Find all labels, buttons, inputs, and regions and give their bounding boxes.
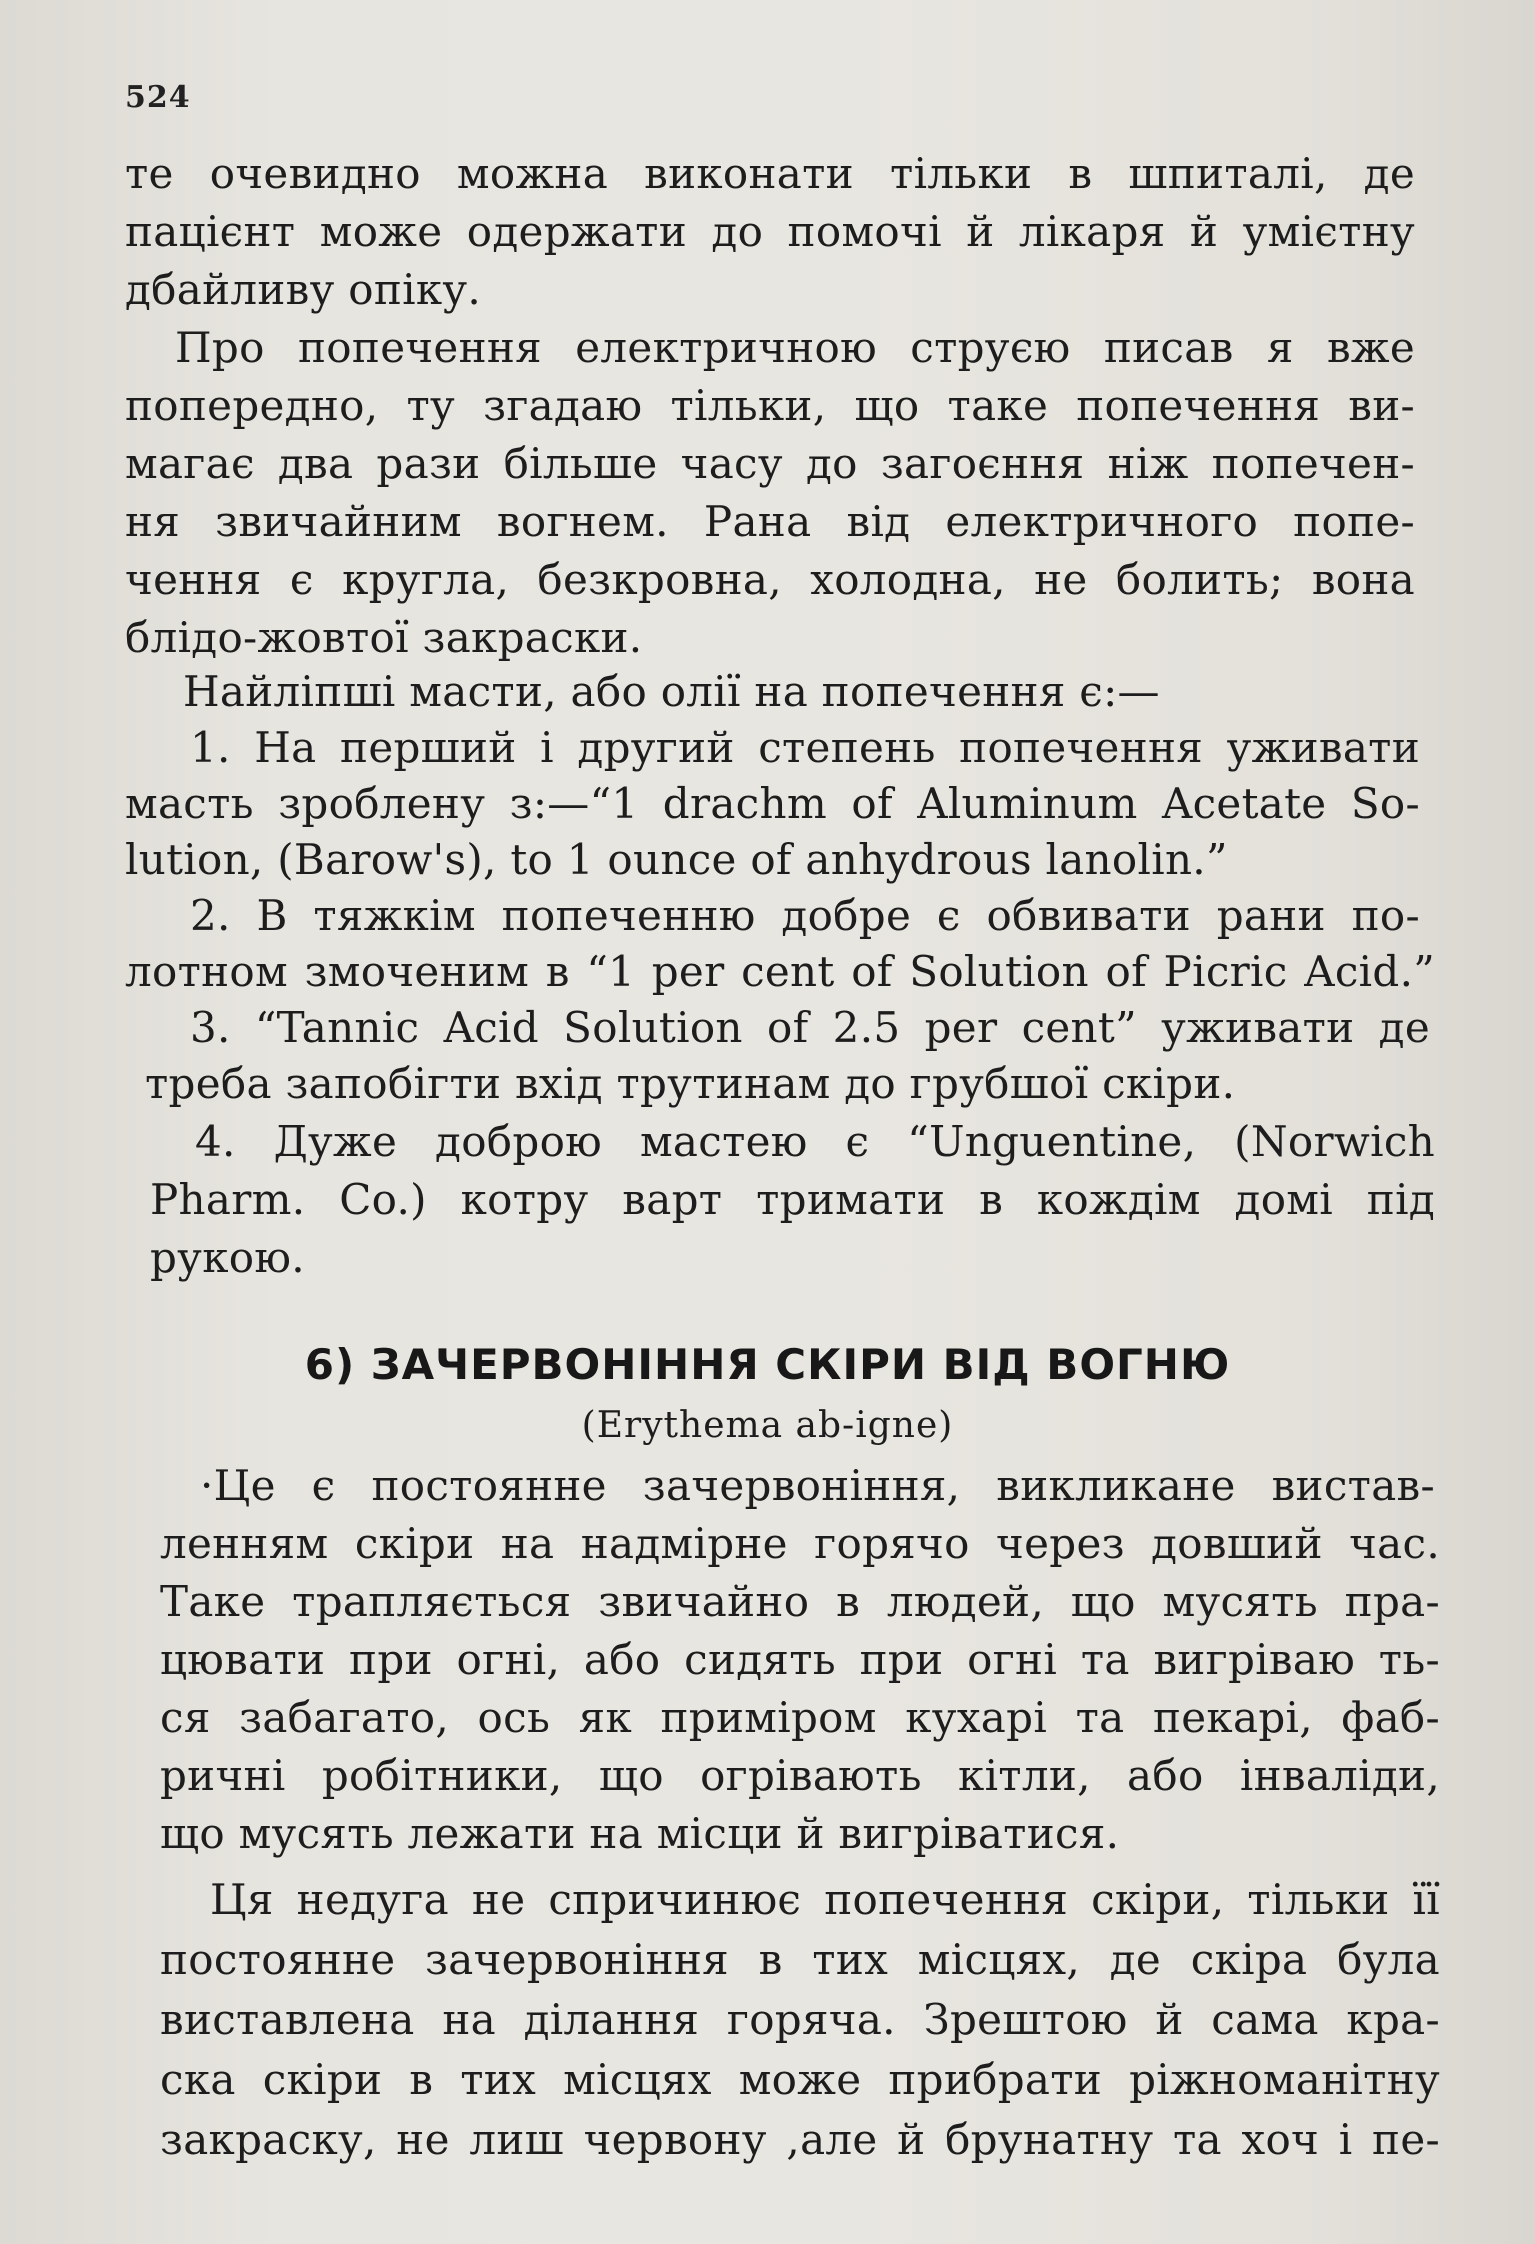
list-item-2-line-1: 2. В тяжкім попеченню добре є обвивати рани по- <box>190 891 1420 940</box>
paragraph2-line-3: магає два рази більше часу до загоєння ніж попечен- <box>125 439 1415 488</box>
paragraph4-line-4: цювати при огні, або сидять при огні та вигріваю ть- <box>160 1635 1440 1684</box>
paragraph4-line-6: ричні робітники, що огрівають кітли, або інваліди, <box>160 1751 1440 1800</box>
paragraph2-line-5: чення є кругла, безкровна, холодна, не болить; вона <box>125 555 1415 604</box>
paragraph2-line-2: попередно, ту згадаю тільки, що таке попечення ви- <box>125 381 1415 430</box>
list-item-4-line-3: рукою. <box>150 1233 305 1282</box>
paragraph4-line-7: що мусять лежати на місци й вигріватися. <box>160 1809 1120 1858</box>
list-item-1-line-2: масть зроблену з:—“1 drachm of Aluminum Acetate So- <box>125 779 1420 828</box>
paragraph4-line-1: ·Це є постоянне зачервоніння, викликане вистав- <box>200 1461 1435 1510</box>
list-item-3-line-2: треба запобігти вхід трутинам до грубшої скіри. <box>145 1059 1236 1108</box>
paragraph5-line-3: виставлена на ділання горяча. Зрештою й сама кра- <box>160 1995 1440 2044</box>
paragraph2-line-1: Про попечення електричною струєю писав я вже <box>175 323 1415 372</box>
list-item-1-line-1: 1. На перший і другий степень попечення уживати <box>190 723 1420 772</box>
section-heading: 6) ЗАЧЕРВОНІННЯ СКІРИ ВІД ВОГНЮ <box>304 1340 1231 1389</box>
section-subheading: (Erythema ab-igne) <box>581 1405 954 1446</box>
paragraph5-line-5: закраску, не лиш червону ,але й брунатну та хоч і пе- <box>160 2115 1440 2164</box>
list-item-2-line-2: лотном змоченим в “1 per cent of Solution of Picric Acid.” <box>125 947 1435 996</box>
paragraph3-line-1: Найліпші масти, або олії на попечення є:— <box>183 667 1160 716</box>
list-item-4-line-2: Pharm. Co.) котру варт тримати в кождім домі під <box>150 1175 1435 1224</box>
paragraph4-line-2: ленням скіри на надмірне горячо через довший час. <box>160 1519 1440 1568</box>
page-number: 524 <box>125 80 191 115</box>
paragraph1-line-2: пацієнт може одержати до помочі й лікаря й умієтну <box>125 207 1415 256</box>
paragraph4-line-3: Таке трапляється звичайно в людей, що мусять пра- <box>160 1577 1440 1626</box>
paragraph2-line-4: ня звичайним вогнем. Рана від електричного попе- <box>125 497 1415 546</box>
list-item-3-line-1: 3. “Tannic Acid Solution of 2.5 per cent” уживати де <box>190 1003 1430 1052</box>
paragraph5-line-1: Ця недуга не спричинює попечення скіри, тільки її <box>210 1875 1440 1924</box>
list-item-1-line-3: lution, (Barow's), to 1 ounce of anhydrous lanolin.” <box>125 835 1228 884</box>
paragraph1-line-3: дбайливу опіку. <box>125 265 482 314</box>
paragraph4-line-5: ся забагато, ось як приміром кухарі та пекарі, фаб- <box>160 1693 1440 1742</box>
list-item-4-line-1: 4. Дуже доброю мастею є “Unguentine, (Norwich <box>195 1117 1435 1166</box>
paragraph5-line-4: ска скіри в тих місцях може прибрати ріжноманітну <box>160 2055 1440 2104</box>
paragraph2-line-6: блідо-жовтої закраски. <box>125 613 643 662</box>
paragraph1-line-1: те очевидно можна виконати тільки в шпиталі, де <box>125 149 1415 198</box>
paragraph5-line-2: постоянне зачервоніння в тих місцях, де скіра була <box>160 1935 1440 1984</box>
